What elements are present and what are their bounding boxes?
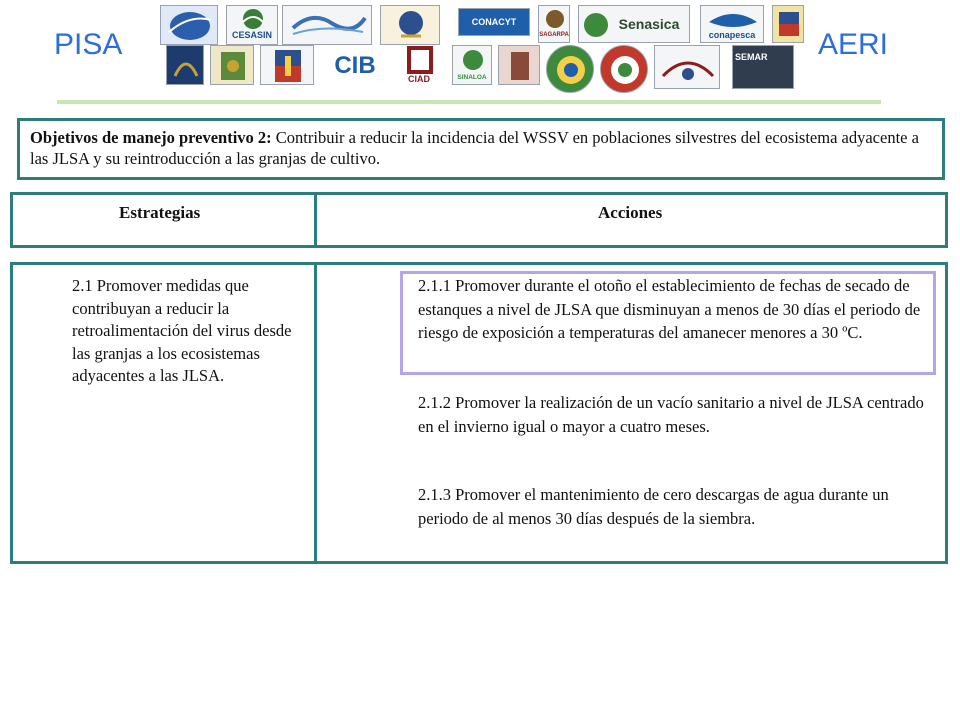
cesasin-logo: CESASIN: [226, 5, 278, 45]
cib-logo: CIB: [322, 45, 388, 85]
escudo-municipal-logo: [260, 45, 314, 85]
conacyt-logo: CONACYT: [458, 8, 530, 36]
unam-logo: [166, 45, 204, 85]
comite-sanidad-logo: [380, 5, 440, 45]
objective-text: Contribuir a reducir la incidencia del WSSV en poblaciones silvestres del ecosistema adyacente a las JLSA y su reintroducción a las granjas de cultivo.: [30, 128, 919, 168]
red-diagnostico-logo: [654, 45, 720, 89]
escudo-logo: [772, 5, 804, 43]
objective-box: [17, 118, 945, 180]
objective-label: Objetivos de manejo preventivo 2:: [30, 128, 272, 147]
red-sanidad-logo: [546, 45, 594, 93]
strategy-cell: 2.1 Promover medidas que contribuyan a reducir la retroalimentación del virus desde las granjas a los ecosistemas adyacentes a las JLSA.: [72, 276, 292, 385]
header-column-divider: [314, 195, 317, 245]
action-item: 2.1.2 Promover la realización de un vacío sanitario a nivel de JLSA centrado en el invierno igual o mayor a cuatro meses.: [418, 393, 924, 436]
action-item: 2.1.3 Promover el mantenimiento de cero descargas de agua durante un periodo de al menos 30 días después de la siembra.: [418, 485, 889, 528]
table-body: [10, 262, 948, 564]
senasica-logo: Senasica: [578, 5, 690, 43]
body-column-divider: [314, 265, 317, 561]
aeri-title: AERI: [818, 28, 889, 61]
conapesca-logo: conapesca: [700, 5, 764, 43]
uas-logo: [498, 45, 540, 85]
ciad-logo: CIAD: [396, 45, 442, 85]
instituto-logo: [160, 5, 218, 45]
sagarpa-logo: SAGARPA: [538, 5, 570, 43]
strategies-header: Estrategias: [119, 203, 201, 222]
actions-header: Acciones: [598, 203, 663, 222]
action-item: 2.1.1 Promover durante el otoño el establecimiento de fechas de secado de estanques a nivel de JLSA que disminuyan a menos de 30 días el periodo de riesgo de exposición a temperaturas del amanecer menores a 30 ºC.: [418, 276, 921, 342]
semar-logo: SEMAR: [732, 45, 794, 89]
pisa-title: PISA: [54, 28, 123, 61]
comite-bcs-logo: [282, 5, 372, 45]
sinaloa-logo: SINALOA: [452, 45, 492, 85]
laboratorio-logo: [600, 45, 648, 93]
header-divider: [57, 100, 881, 104]
table-header: [10, 192, 948, 248]
escudo-estado-logo: [210, 45, 254, 85]
